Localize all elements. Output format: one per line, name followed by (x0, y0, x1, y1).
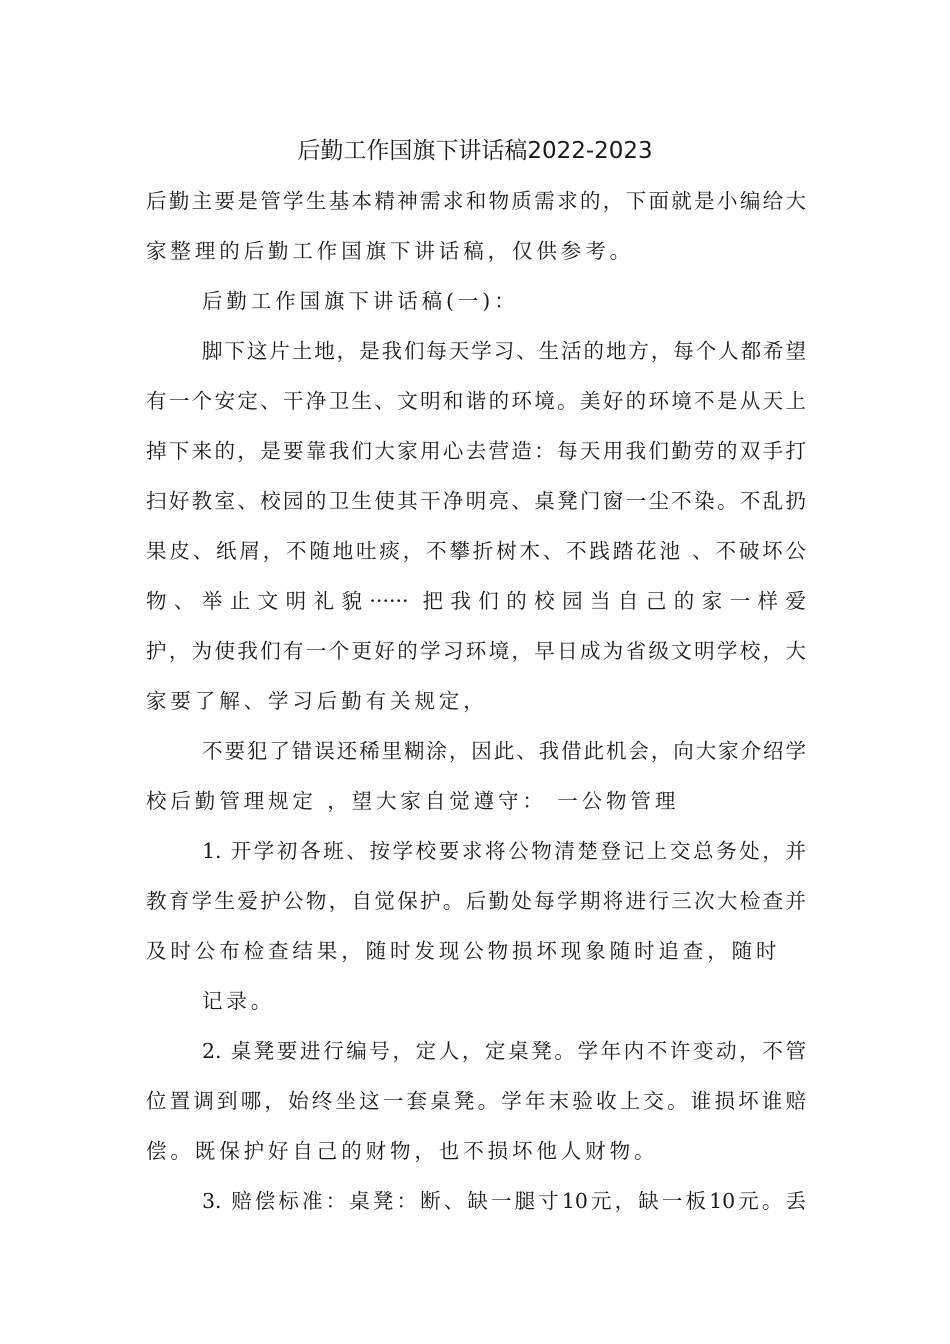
paragraph-line: 果皮、纸屑，不随地吐痰，不攀折树木、不践踏花池 、不破坏公 (146, 539, 806, 563)
paragraph-line: 护，为使我们有一个更好的学习环境，早日成为省级文明学校，大 (146, 639, 806, 663)
paragraph-line: 家整理的后勤工作国旗下讲话稿，仅供参考。 (146, 239, 634, 263)
section-heading: 后勤工作国旗下讲话稿(一)： (202, 289, 519, 313)
paragraph-line: 掉下来的，是要靠我们大家用心去营造：每天用我们勤劳的双手打 (146, 439, 806, 463)
list-item-3: 3. 赔偿标准：桌凳：断、缺一腿寸10元，缺一板10元。丢 (202, 1189, 806, 1213)
list-item-1: 1. 开学初各班、按学校要求将公物清楚登记上交总务处，并 (202, 839, 806, 863)
paragraph-line: 有一个安定、干净卫生、文明和谐的环境。美好的环境不是从天上 (146, 389, 806, 413)
paragraph-line: 脚下这片土地，是我们每天学习、生活的地方，每个人都希望 (202, 339, 806, 363)
list-item-2: 2. 桌凳要进行编号，定人，定桌凳。学年内不许变动，不管 (202, 1039, 806, 1063)
paragraph-line: 及时公布检查结果，随时发现公物损坏现象随时追查，随时 (146, 939, 781, 963)
paragraph-line: 校后勤管理规定 ，望大家自觉遵守： 一公物管理 (146, 789, 680, 813)
document-title: 后勤工作国旗下讲话稿2022-2023 (297, 138, 653, 164)
paragraph-line: 物、举止文明礼貌······ 把我们的校园当自己的家一样爱 (146, 589, 806, 613)
paragraph-line: 扫好教室、校园的卫生使其干净明亮、桌凳门窗一尘不染。不乱扔 (146, 489, 806, 513)
paragraph-line: 不要犯了错误还稀里糊涂，因此、我借此机会，向大家介绍学 (202, 739, 806, 763)
paragraph-line: 教育学生爱护公物，自觉保护。后勤处每学期将进行三次大检查并 (146, 889, 806, 913)
paragraph-line: 偿。既保护好自己的财物，也不损坏他人财物。 (146, 1139, 659, 1163)
paragraph-line: 位置调到哪，始终坐这一套桌凳。学年末验收上交。谁损坏谁赔 (146, 1089, 806, 1113)
paragraph-line: 家要了解、学习后勤有关规定， (146, 689, 488, 713)
paragraph-line: 记录。 (202, 989, 276, 1013)
paragraph-line: 后勤主要是管学生基本精神需求和物质需求的，下面就是小编给大 (146, 189, 806, 213)
